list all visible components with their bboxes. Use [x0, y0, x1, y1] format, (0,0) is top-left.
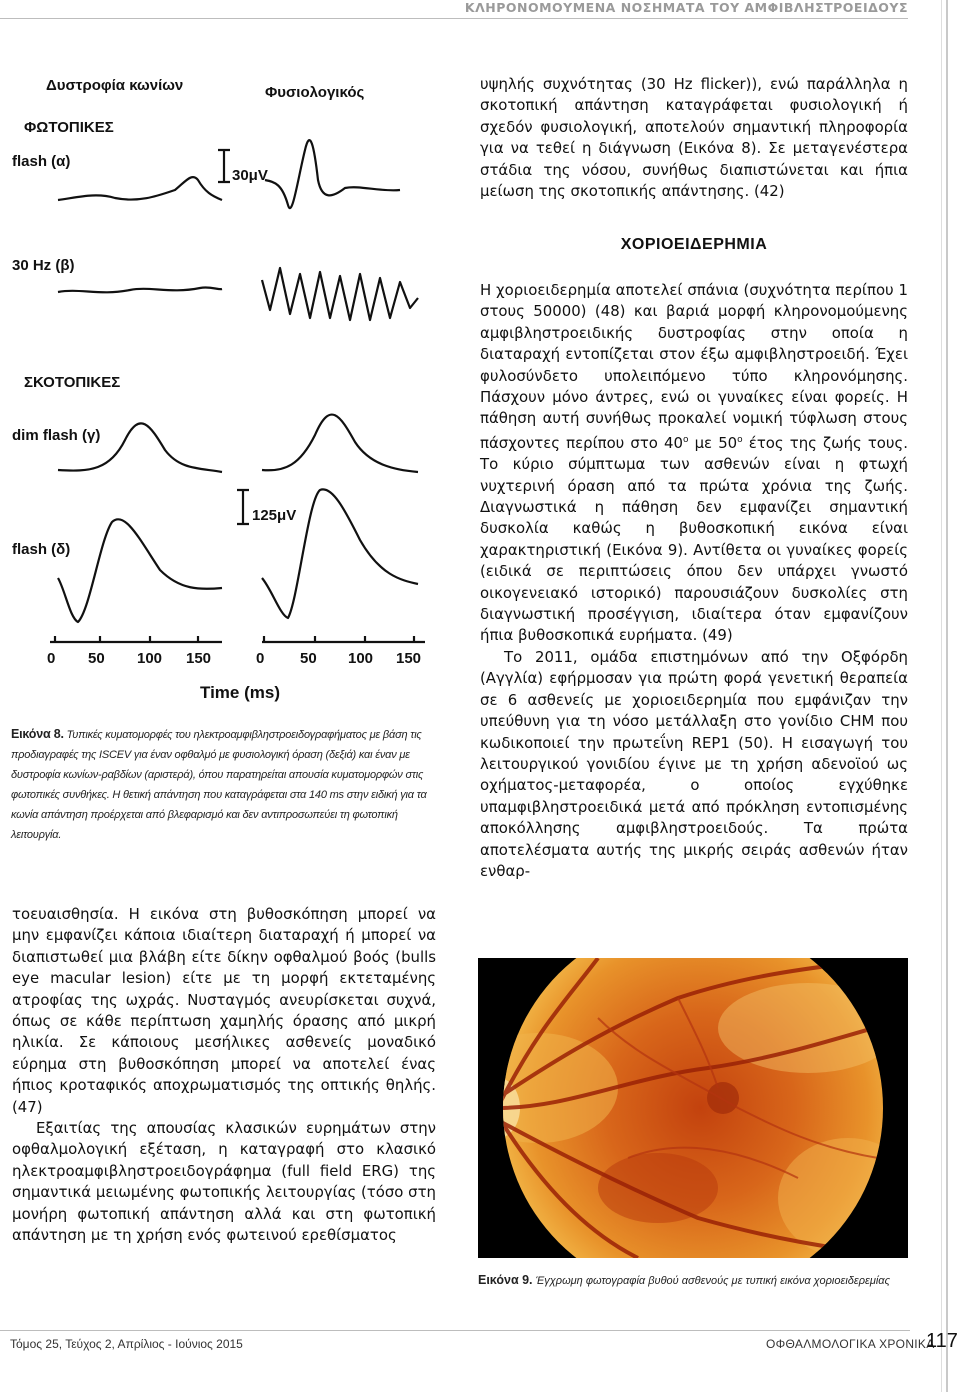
tick-right-100: 100	[348, 650, 374, 667]
p1-part-c: έτος της ζωής τους. Το κύριο σύμπτωμα των ασθενών είναι η φτωχή νυχτερινή όραση από τα πρώτα χρόνια της ζωής. Διαγνωστικά η πάθηση δεν εμφανίζει σημαντική δυσκολία καθώς η βυθοσκοπική εικόνα είναι χαρακτηριστική (Εικόνα 9). Αντίθετα οι γυναίκες φορείς (ειδικά σε περιπτώσεις όπου δεν υπάρχει γνωστό οικογενειακό ιστορικό) παρουσιάζουν δυσκολίες στη διαγνωστική προσέγγιση, ιδιαίτερα όταν εμφανίζουν ήπια βυθοσκοπικά ευρήματα. (49)	[480, 433, 909, 645]
label-photopic: ΦΩΤΟΠΙΚΕΣ	[24, 119, 114, 136]
figure9-caption	[478, 1273, 908, 1287]
paragraph-left-1: τοευαισθησία. Η εικόνα στη βυθοσκόπηση μπορεί να μην εμφανίζει κάποια ιδιαίτερη διαταραχή ή μπορεί να διαπιστωθεί μια βλάβη είτε δίκην οφθαλμού βοός (bulls eye macular lesion) είτε με τη μορφή εκτεταμένης ατροφίας της ωχράς. Νυσταγμός ανευρίσκεται συχνά, όπως σε κάθε περίπτωση χαμηλής όρασης από μικρή ηλικία. Σε κάποιους μεσήλικες ασθενείς μοναδικό εύρημα στη βυθοσκόπηση μπορεί να αποτελεί ένας ήπιος κροταφικός αποχρωματισμός της οπτικής θηλής. (47)	[12, 905, 436, 1116]
tick-left-150: 150	[186, 650, 212, 667]
journal-name: ΟΦΘΑΛΜΟΛΟΓΙΚΑ ΧΡΟΝΙΚΑ	[766, 1337, 935, 1351]
tick-left-0: 0	[47, 650, 56, 667]
figure8-label: Εικόνα 8.	[11, 727, 64, 741]
p1-part-a: Η χοριοειδερημία αποτελεί σπάνια (συχνότητα περίπου 1 στους 50000) (48) και βαριά μορφή κληρονομούμενης αμφιβληστροειδικής δυστροφίας στην οποία η διαταραχή εντοπίζεται στον έξω αμφιβληστροειδή. Έχει φυλοσύνδετο υπολειπόμενο τύπο κληρονόμησης. Πάσχουν μόνο άντρες, ενώ οι γυναίκες είναι φορείς. Η πάθηση αυτή συνήθως προκαλεί νομική τύφλωση στους πάσχοντες περίπου στο 40	[480, 281, 908, 452]
paragraph-choroideremia-2: Το 2011, ομάδα επιστημόνων από την Οξφόρδη (Αγγλία) εφήρμοσαν για πρώτη φορά γενετική θεραπεία σε 6 ασθενείς με χοριοειδερημία που εμφάνιζαν την υπεύθυνη για τη νόσο μετάλλαξη στο γονίδιο CHM που κωδικοποιεί την πρωτεΐνη REP1 (50). Η εισαγωγή του λειτουργικού γονιδίου έγινε με τη χρήση αδενοϊού ως οχήματος-μεταφορέα, ο οποίος εγχύθηκε υπαμφιβληστροειδικά μετά από πρόκληση εντοπισμένης αποκόλλησης αμφιβληστροειδούς. Τα πρώτα αποτελέσματα αυτής της μικρής σειράς ασθενών ήταν ενθαρ-	[480, 647, 908, 880]
section-title: ΧΟΡΙΟΕΙΔΕΡΗΜΙΑ	[620, 236, 768, 253]
label-flash-d: flash (δ)	[12, 541, 71, 558]
label-dim-flash-c: dim flash (γ)	[12, 427, 101, 444]
right-column-top	[480, 74, 908, 202]
paragraph-choroideremia-1	[480, 280, 908, 647]
left-column-body	[12, 904, 436, 1247]
label-flash-a: flash (α)	[12, 153, 71, 170]
label-scotopic: ΣΚΟΤΟΠΙΚΕΣ	[24, 374, 121, 391]
sup-2: ο	[737, 434, 743, 445]
time-axis-label: Time (ms)	[200, 683, 280, 702]
label-normal: Φυσιολογικός	[265, 84, 365, 101]
label-30hz-b: 30 Hz (β)	[12, 257, 75, 274]
tick-left-100: 100	[137, 650, 163, 667]
running-title: ΚΛΗΡΟΝΟΜΟΥΜΕΝΑ ΝΟΣΗΜΑΤΑ ΤΟΥ ΑΜΦΙΒΛΗΣΤΡΟΕΙΔΟΥΣ	[464, 0, 908, 15]
label-scale-30: 30μV	[232, 167, 268, 184]
footer-divider	[0, 1330, 910, 1331]
issue-info: Τόμος 25, Τεύχος 2, Απρίλιος - Ιούνιος 2015	[10, 1337, 243, 1351]
tick-right-0: 0	[256, 650, 265, 667]
page-edge-rule-inner	[941, 0, 942, 1392]
tick-left-50: 50	[88, 650, 105, 667]
fundus-photo	[478, 958, 908, 1258]
tick-right-150: 150	[396, 650, 422, 667]
right-column-body	[480, 280, 908, 882]
label-scale-125: 125μV	[252, 507, 297, 524]
erg-figure	[0, 70, 438, 710]
p1-part-b: με 50	[688, 433, 738, 452]
paragraph-left-2: Εξαιτίας της απουσίας κλασικών ευρημάτων στην οφθαλμολογική εξέταση, η καταγραφή στο κλασικό ηλεκτροαμφιβληστροειδογράφημα (full field ERG) της σημαντικά μειωμένης φωτοπικής λειτουργίας (τόσο στη μονήρη φωτοπική απάντηση αλλά και στη φωτοπική απάντηση με τη χρήση ενός φωτεινού ερεθίσματος	[12, 1119, 436, 1245]
page-number: 117	[926, 1330, 958, 1352]
page-edge-rule	[946, 0, 948, 1392]
figure8-caption	[11, 724, 439, 845]
figure9-caption-text: Έγχρωμη φωτογραφία βυθού ασθενούς με τυπική εικόνα χοριοειδερεμίας	[532, 1275, 890, 1287]
paragraph-right-top: υψηλής συχνότητας (30 Hz flicker)), ενώ παράλληλα η σκοτοπική απάντηση καταγράφεται φυσιολογική ή σχεδόν φυσιολογική, αποτελούν σημαντική πληροφορία για να τεθεί η διάγνωση (Εικόνα 8). Σε μεταγενέστερα στάδια της νόσου, συνήθως διαπιστώνεται και ήπια μείωση της σκοτοπικής απάντησης. (42)	[480, 75, 908, 201]
sup-1: ο	[682, 434, 689, 445]
label-cone-dystrophy: Δυστροφία κωνίων	[46, 77, 184, 94]
header-divider	[0, 18, 908, 19]
tick-right-50: 50	[300, 650, 317, 667]
figure8-caption-text: Τυπικές κυματομορφές του ηλεκτροαμφιβληστροειδογραφήματος με βάση τις προδιαγραφές της ISCEV για έναν οφθαλμό με φυσιολογική όραση (δεξιά) και έναν με δυστροφία κωνίων-ραβδίων (αριστερά), όπου παρατηρείται απουσία κυματομορφών στις φωτοπικές συνθήκες. Η θετική απάντηση που καταγράφεται στα 140 ms στην ειδική για τα κωνία απάντηση προέρχεται από βλεφαρισμό και δεν αντιπροσωπεύει τη φωτοπική λειτουργία.	[11, 729, 427, 841]
figure9-label: Εικόνα 9.	[478, 1273, 533, 1287]
